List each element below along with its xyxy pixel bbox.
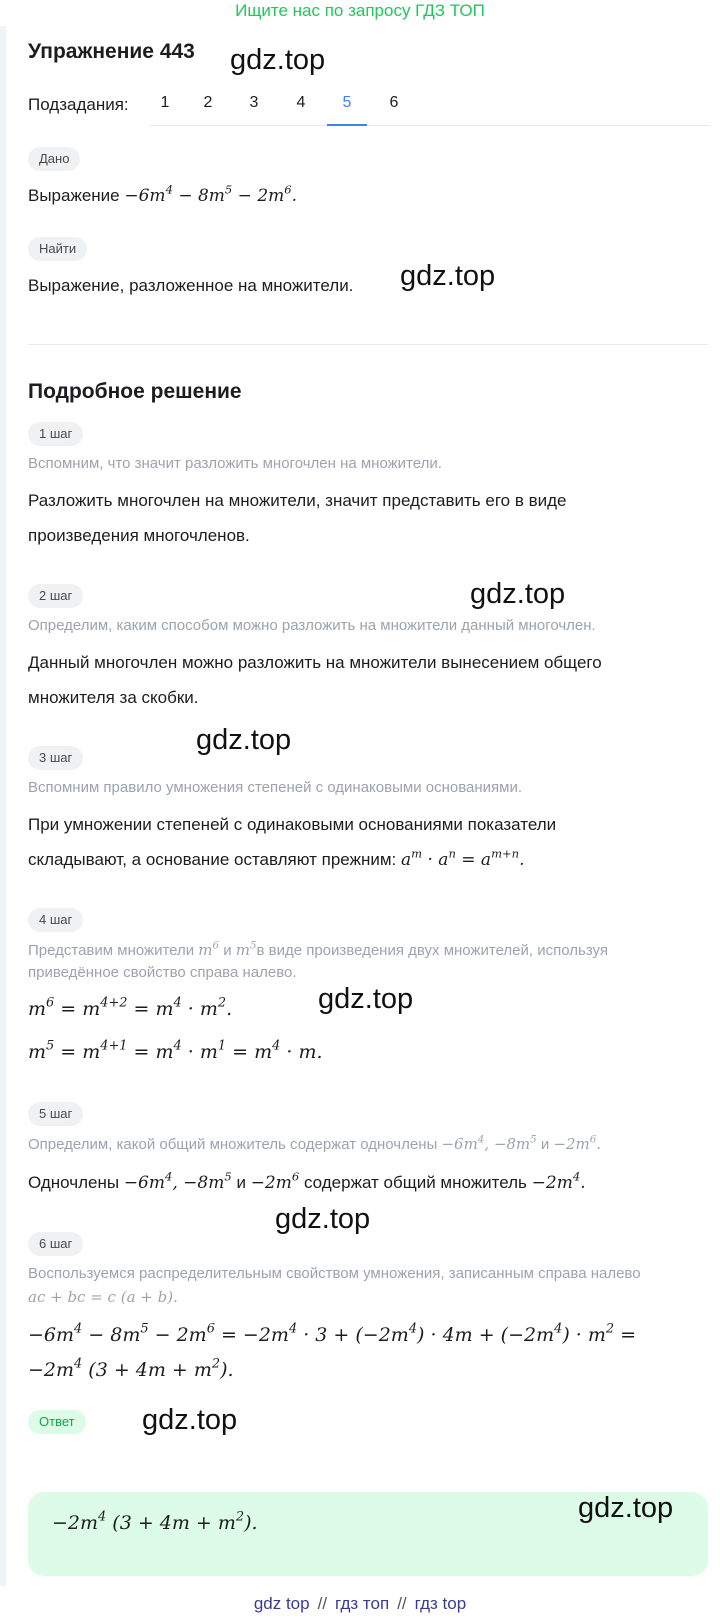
footer-link[interactable]: гдз top: [414, 1594, 467, 1613]
formula-line: $-6m^4 - 8m^5 - 2m^6 = -2m^4 \cdot 3 + (-2m^4) \cdot 4m + (-2m^4) \cdot m^2$ =: [28, 1321, 637, 1346]
exercise-title: Упражнение 443: [28, 40, 195, 63]
formula-line: $m^6 = m^{4+2} = m^4 \cdot m^2$.: [28, 995, 233, 1020]
hint-math: $-6m^4$, $-8m^5$: [441, 1134, 537, 1153]
step-hint: [28, 1133, 601, 1156]
subtask-tab-4[interactable]: 4: [296, 94, 306, 111]
watermark: gdz.top: [275, 1203, 371, 1235]
step-hint-text: в виде произведения двух множителей, используя: [256, 942, 608, 959]
find-badge: Найти: [28, 237, 87, 261]
watermark: gdz.top: [230, 44, 326, 76]
step-hint: Воспользуемся распределительным свойством умножения, записанным справа налево: [28, 1265, 641, 1282]
step-hint: Определим, каким способом можно разложить на множители данный многочлен.: [28, 617, 596, 634]
step-hint-text: Представим множители: [28, 942, 195, 959]
find-text: Выражение, разложенное на множители.: [28, 276, 354, 295]
solution-title: Подробное решение: [28, 380, 242, 403]
watermark: gdz.top: [196, 724, 292, 756]
given-label: Выражение: [28, 186, 120, 205]
step-hint: Вспомним правило умножения степеней с одинаковыми основаниями.: [28, 779, 522, 796]
step-text-line: [28, 843, 525, 877]
step-hint: [28, 939, 608, 962]
answer-expression: $-2m^4$ $(3 + 4m + m^2)$.: [52, 1509, 258, 1534]
step-badge: 2 шаг: [28, 584, 83, 608]
subtask-tab-5[interactable]: 5: [327, 80, 367, 126]
step-text: и: [236, 1173, 246, 1192]
footer-links: [0, 1594, 720, 1614]
step-text: содержат общий множитель: [303, 1173, 527, 1192]
footer-separator: //: [397, 1594, 407, 1613]
step-text-line: [28, 1166, 586, 1200]
step-badge: 3 шаг: [28, 746, 83, 770]
subtask-tab-3[interactable]: 3: [249, 94, 259, 111]
step-hint: Вспомним, что значит разложить многочлен на множители.: [28, 455, 442, 472]
search-banner: Ищите нас по запросу ГДЗ ТОП: [235, 1, 485, 20]
hint-math: $m^6$: [198, 940, 220, 959]
inline-math: $-2m^4$.: [531, 1169, 586, 1193]
step-badge: 4 шаг: [28, 908, 83, 932]
given-badge: Дано: [28, 147, 80, 171]
step-text: складывают, а основание оставляют прежним:: [28, 850, 397, 869]
step-hint: приведённое свойство справа налево.: [28, 964, 297, 981]
subtask-tab-2[interactable]: 2: [203, 94, 213, 111]
step-hint-text: Определим, какой общий множитель содержат одночлены: [28, 1136, 438, 1153]
distributive-formula: ac + bc = c (a + b).: [28, 1288, 178, 1306]
formula-line: $-2m^4$ $(3 + 4m + m^2)$.: [28, 1356, 234, 1381]
given-text: [28, 179, 297, 213]
given-expression: $-6m^4 - 8m^5 - 2m^6$.: [124, 182, 298, 206]
step-text-line: произведения многочленов.: [28, 526, 250, 545]
step-text-line: множителя за скобки.: [28, 688, 199, 707]
formula-line: $m^5 = m^{4+1} = m^4 \cdot m^1 = m^4 \cdot m$.: [28, 1038, 323, 1063]
watermark: gdz.top: [142, 1404, 238, 1436]
watermark: gdz.top: [578, 1492, 674, 1524]
subtask-tab-1[interactable]: 1: [160, 94, 170, 111]
inline-math: $-6m^4$, $-8m^5$: [123, 1169, 232, 1193]
hint-math: $-2m^6$.: [553, 1134, 601, 1153]
step-text: Одночлены: [28, 1173, 120, 1192]
watermark: gdz.top: [318, 983, 414, 1015]
answer-badge: Ответ: [28, 1410, 86, 1434]
step-text-line: Данный многочлен можно разложить на множители вынесением общего: [28, 653, 602, 672]
power-rule-formula: $a^m \cdot a^n = a^{m+n}$.: [400, 846, 525, 870]
watermark: gdz.top: [400, 260, 496, 292]
divider: [28, 344, 708, 345]
step-text-line: Разложить многочлен на множители, значит представить его в виде: [28, 491, 567, 510]
subtask-tab-6[interactable]: 6: [389, 94, 399, 111]
footer-link[interactable]: gdz top: [253, 1594, 310, 1613]
step-badge: 5 шаг: [28, 1102, 83, 1126]
footer-separator: //: [317, 1594, 328, 1613]
step-text-line: При умножении степеней с одинаковыми основаниями показатели: [28, 815, 557, 834]
step-badge: 6 шаг: [28, 1232, 83, 1256]
hint-math: $m^5$: [235, 940, 257, 959]
step-badge: 1 шаг: [28, 422, 83, 446]
step-hint-text: и: [223, 942, 232, 959]
left-edge-rule: [0, 26, 6, 1586]
subtasks-label: Подзадания:: [28, 95, 129, 114]
footer-link[interactable]: гдз топ: [335, 1594, 390, 1613]
watermark: gdz.top: [470, 578, 566, 610]
subtask-tabs: [150, 80, 710, 126]
inline-math: $-2m^6$: [250, 1169, 300, 1193]
step-hint-text: и: [540, 1136, 550, 1153]
